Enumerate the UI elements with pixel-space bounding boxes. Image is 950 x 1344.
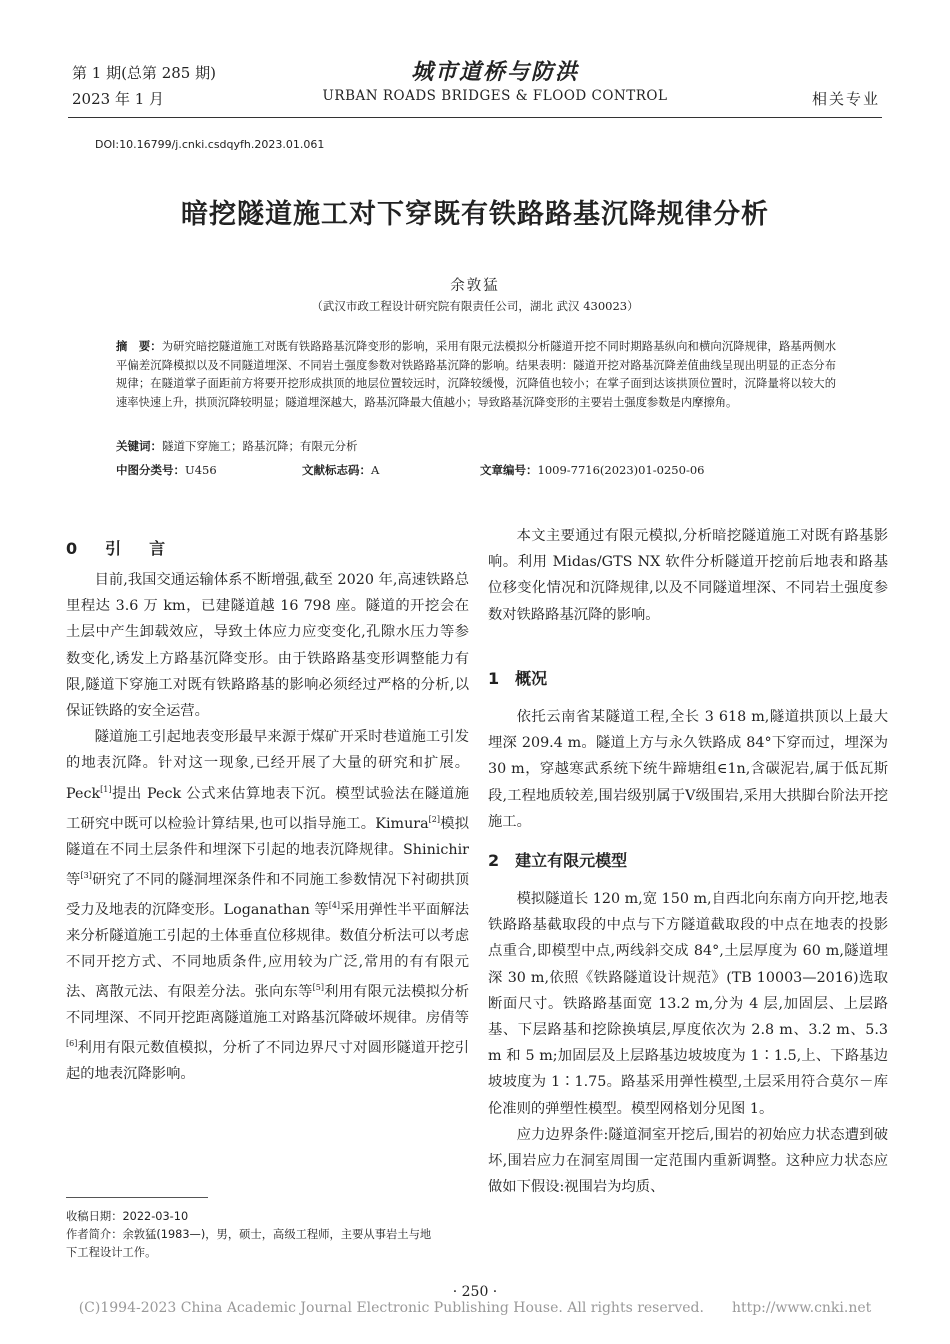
keywords-text: 隧道下穿施工；路基沉降；有限元分析 (162, 439, 358, 453)
citation-ref[interactable]: [3] (80, 870, 92, 880)
page-number: · 250 · (452, 1284, 498, 1300)
left-column (66, 567, 469, 1087)
footnote-divider (66, 1197, 208, 1198)
section-heading-overview: 1 概况 (488, 669, 548, 688)
doi[interactable]: DOI:10.16799/j.cnki.csdqyfh.2023.01.061 (95, 138, 325, 151)
footnote (66, 1208, 436, 1262)
keywords-label: 关键词： (116, 439, 162, 453)
intro-text: 模拟隧道在不同土层条件和埋深下引起的地表沉降规律。Shinichir 等 (66, 815, 470, 888)
article-number (480, 462, 704, 478)
document-code (302, 462, 379, 478)
author: 余敦猛 (450, 278, 500, 294)
affiliation: （武汉市政工程设计研究院有限责任公司，湖北 武汉 430023） (311, 299, 639, 313)
intro-paragraph-2 (66, 724, 469, 1087)
art-label: 文章编号： (480, 463, 538, 477)
copyright-watermark: (C)1994-2023 China Academic Journal Electronic Publishing House. All rights reserved. http://www.cnki.net (78, 1300, 872, 1316)
journal-name-en: URBAN ROADS BRIDGES & FLOOD CONTROL (322, 88, 668, 104)
section-heading-model: 2 建立有限元模型 (488, 851, 628, 870)
clc-value: U456 (185, 463, 217, 477)
right-column-overview (488, 704, 888, 835)
intro-text: 利用有限元法模拟分析不同埋深、不同开挖距离隧道施工对路基沉降破坏规律。房倩等 (66, 983, 470, 1027)
journal-masthead (280, 55, 710, 104)
doc-value: A (371, 463, 380, 477)
intro-paragraph-1: 目前,我国交通运输体系不断增强,截至 2020 年,高速铁路总里程达 3.6 万 km，已建隧道越 16 798 座。隧道的开挖会在土层中产生卸载效应，导致土体应力应变变化,孔隙水压力等参数变化,诱发上方路基沉降变形。由于铁路路基变形调整能力有限,隧道下穿施工对既有铁路路基的影响必须经过严格的分析,以保证铁路的安全运营。 (66, 572, 469, 720)
intro-text: 采用弹性半平面解法来分析隧道施工引起的土体垂直位移规律。数值分析法可以考虑不同开挖方式、不同地质条件,应用较为广泛,常用的有有限元法、离散元法、有限差分法。张向东等 (66, 901, 469, 1000)
intro-text: 提出 Peck 公式来估算地表下沉。模型试验法在隧道施工研究中既可以检验计算结果,也可以指导施工。Kimura (66, 785, 469, 832)
header-divider (68, 117, 882, 118)
abstract-text: 为研究暗挖隧道施工对既有铁路路基沉降变形的影响，采用有限元法模拟分析隧道开挖不同时期路基纵向和横向沉降规律，路基两侧水平偏差沉降模拟以及不同隧道埋深、不同岩土强度参数对铁路路基沉降的影响。结果表明：隧道开挖对路基沉降差值曲线呈现出明显的正态分布规律；在隧道掌子面距前方将要开挖形成拱顶的地层位置较远时，沉降较缓慢，沉降值也较小；在掌子面到达该拱顶位置时，沉降量将以较大的速率快速上升，拱顶沉降较明显；隧道埋深越大，路基沉降最大值越小；导致路基沉降变形的主要岩土强度参数是内摩擦角。 (116, 340, 836, 409)
citation-ref[interactable]: [6] (66, 1039, 78, 1049)
author-bio: 作者简介：余敦猛(1983—)，男，硕士，高级工程师，主要从事岩土与地下工程设计工作。 (66, 1228, 432, 1259)
art-value: 1009-7716(2023)01-0250-06 (537, 463, 705, 477)
keywords (116, 438, 358, 454)
model-paragraph-1: 模拟隧道长 120 m,宽 150 m,自西北向东南方向开挖,地表铁路路基截取段的中点与下方隧道截取段的中点在地表的投影点重合,即模型中点,两线斜交成 84°,土层厚度为 60 m,隧道埋深 30 m,依照《铁路隧道设计规范》(TB 10003—2016)选取断面尺寸。铁路路基面宽 13.2 m,分为 4 层,加固层、上层路基、下层路基和挖除换填层,厚度依次为 2.8 m、3.2 m、5.3 m 和 5 m;加固层及上层路基边坡坡度为 1∶1.5,上、下路基边坡坡度为 1∶1.75。路基采用弹性模型,土层采用符合莫尔－库伦准则的弹塑性模型。模型网格划分见图 1。 (488, 891, 888, 1117)
citation-ref[interactable]: [4] (328, 900, 341, 910)
issue-date: 2023 年 1 月 (72, 90, 165, 108)
intro-paragraph-3: 本文主要通过有限元模拟,分析暗挖隧道施工对既有路基影响。利用 Midas/GTS NX 软件分析隧道开挖前后地表和路基位移变化情况和沉降规律,以及不同隧道埋深、不同岩土强度参数对铁路路基沉降的影响。 (488, 528, 888, 623)
citation-ref[interactable]: [2] (428, 814, 440, 824)
intro-text: 利用有限元数值模拟，分析了不同边界尺寸对圆形隧道开挖引起的地表沉降影响。 (66, 1040, 469, 1083)
right-column-intro (488, 523, 888, 628)
clc-number (116, 462, 217, 478)
abstract (116, 338, 836, 412)
paper-title: 暗挖隧道施工对下穿既有铁路路基沉降规律分析 (181, 199, 769, 230)
clc-label: 中图分类号： (116, 463, 185, 477)
intro-text: 隧道施工引起地表变形最早来源于煤矿开采时巷道施工引发的地表沉降。针对这一现象,已经开展了大量的研究和扩展。Peck (66, 729, 469, 802)
column-name: 相关专业 (811, 90, 880, 108)
doc-label: 文献标志码： (302, 463, 371, 477)
journal-name-cn: 城市道桥与防洪 (410, 59, 579, 85)
overview-paragraph: 依托云南省某隧道工程,全长 3 618 m,隧道拱顶以上最大埋深 209.4 m。隧道上方与永久铁路成 84°下穿而过，埋深为 30 m，穿越寒武系统下统牛蹄塘组∈1n,含碳泥岩,属于低瓦斯段,工程地质较差,围岩级别属于Ⅴ级围岩,采用大拱脚台阶法开挖施工。 (488, 709, 888, 830)
issue-info (72, 60, 216, 112)
right-column-model (488, 886, 888, 1200)
citation-ref[interactable]: [5] (312, 983, 324, 993)
received-date: 收稿日期：2022-03-10 (66, 1210, 189, 1223)
intro-text: 研究了不同的隧洞埋深条件和不同施工参数情况下衬砌拱顶受力及地表的沉降变形。Loganathan 等 (66, 871, 470, 918)
issue-number: 第 1 期(总第 285 期) (72, 64, 216, 82)
section-heading-introduction: 0 引 言 (66, 539, 172, 558)
abstract-label: 摘 要： (116, 340, 162, 353)
model-paragraph-2: 应力边界条件:隧道洞室开挖后,围岩的初始应力状态遭到破坏,围岩应力在洞室周围一定范围内重新调整。这种应力状态应做如下假设:视围岩为均质、 (488, 1126, 888, 1196)
citation-ref[interactable]: [1] (100, 784, 112, 794)
